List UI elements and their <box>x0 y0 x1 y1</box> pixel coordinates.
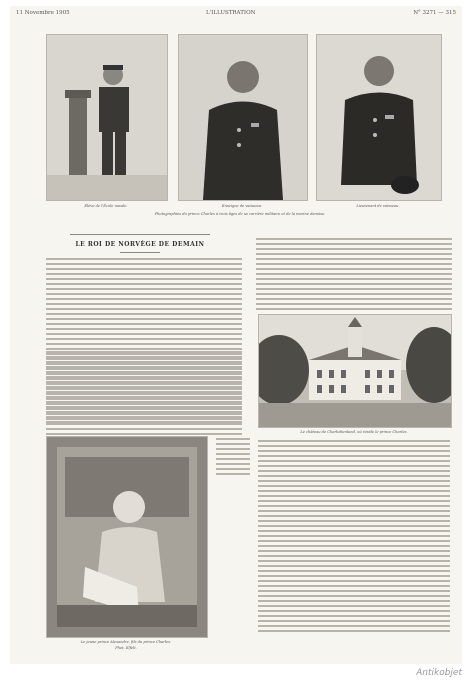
caption-chateau: Le château de Charlottenlund, où réside le prince Charles. <box>300 430 408 434</box>
caption-prince-child: Le jeune prince Alexandre, fils du prince Charles. <box>80 640 172 644</box>
photo-ensign <box>178 34 308 201</box>
header-magazine: L'ILLUSTRATION <box>206 10 256 16</box>
text-column-right-top <box>256 238 452 313</box>
photo-prince-child <box>46 436 208 638</box>
header-issue: N° 3271 — 315 <box>413 10 456 16</box>
watermark: Antikobjet <box>416 668 462 678</box>
text-column-left-mid <box>46 351 242 426</box>
photo-chateau <box>258 314 452 428</box>
title-underline <box>120 252 160 253</box>
header-date: 11 Novembre 1905 <box>16 10 70 16</box>
photo-lieutenant <box>316 34 442 201</box>
title-rule <box>70 234 210 235</box>
photo-credit: Photographies du prince Charles à trois âges de sa carrière militaire et de la marine danoise. <box>154 212 326 216</box>
text-column-right-bottom <box>258 440 450 635</box>
magazine-page <box>10 6 462 664</box>
caption-sailor: Élève de l'École navale. <box>84 204 128 208</box>
text-column-narrow <box>216 438 250 478</box>
photo-sailor-boy <box>46 34 168 201</box>
page-header <box>16 8 456 20</box>
caption-child-credit: Phot. Elfelt. <box>115 646 137 650</box>
caption-lieutenant: Lieutenant de vaisseau. <box>356 204 400 208</box>
caption-ensign: Enseigne de vaisseau. <box>221 204 263 208</box>
article-title: LE ROI DE NORVÈGE DE DEMAIN <box>75 241 205 248</box>
